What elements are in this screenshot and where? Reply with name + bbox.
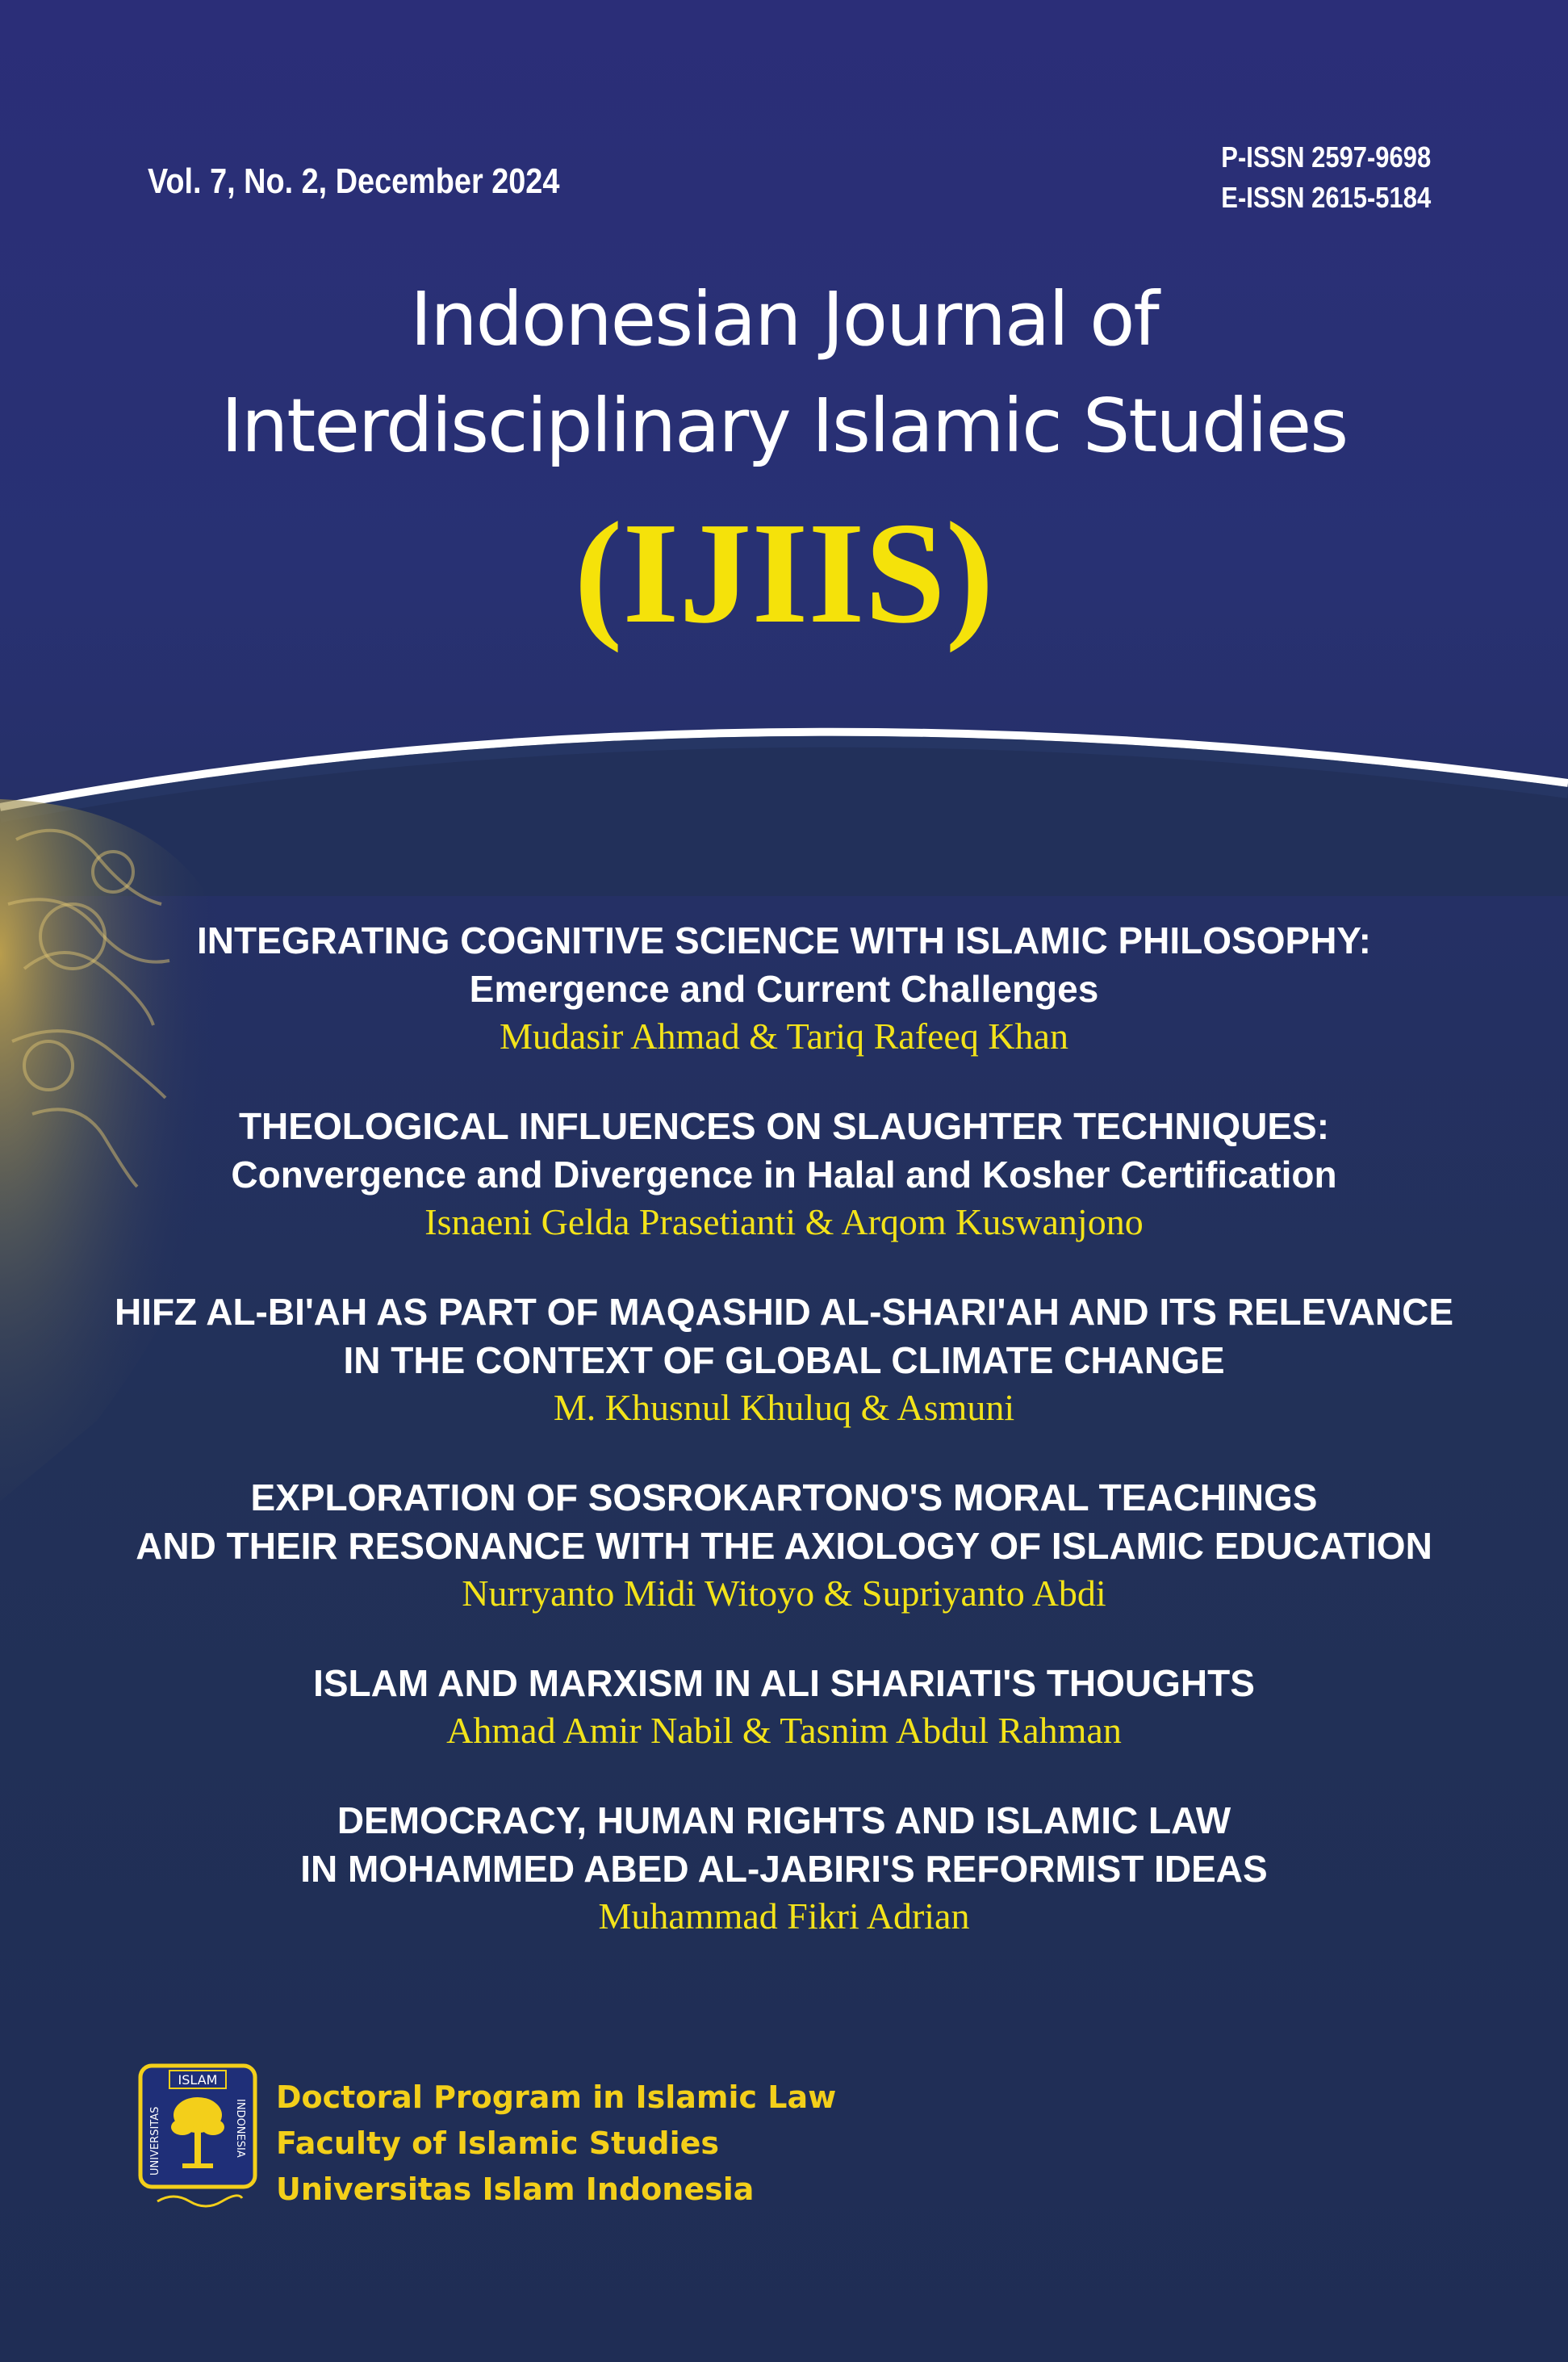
article-authors: Mudasir Ahmad & Tariq Rafeeq Khan <box>500 1016 1068 1057</box>
logo-text-left: UNIVERSITAS <box>149 2106 161 2176</box>
article-title: IN THE CONTEXT OF GLOBAL CLIMATE CHANGE <box>343 1339 1225 1381</box>
journal-title-line2: Interdisciplinary Islamic Studies <box>220 383 1348 469</box>
article-title: Emergence and Current Challenges <box>469 968 1099 1010</box>
article-title: Convergence and Divergence in Halal and Kosher Certification <box>231 1154 1337 1196</box>
issn-block <box>1221 137 1431 218</box>
logo-text-top: ISLAM <box>178 2072 218 2088</box>
article-item <box>0 1796 1568 1940</box>
journal-title <box>0 266 1568 480</box>
article-authors: Isnaeni Gelda Prasetianti & Arqom Kuswanjono <box>424 1201 1144 1242</box>
article-item <box>0 1102 1568 1246</box>
university-logo <box>137 2063 258 2216</box>
article-title: EXPLORATION OF SOSROKARTONO'S MORAL TEACHINGS <box>250 1476 1318 1518</box>
article-authors: Nurryanto Midi Witoyo & Supriyanto Abdi <box>462 1573 1106 1614</box>
article-title: IN MOHAMMED ABED AL-JABIRI'S REFORMIST IDEAS <box>300 1848 1268 1890</box>
article-title: THEOLOGICAL INFLUENCES ON SLAUGHTER TECHNIQUES: <box>238 1105 1330 1147</box>
article-title: DEMOCRACY, HUMAN RIGHTS AND ISLAMIC LAW <box>337 1799 1231 1841</box>
p-issn: P-ISSN 2597-9698 <box>1221 140 1431 174</box>
article-item <box>0 916 1568 1060</box>
volume-issue: Vol. 7, No. 2, December 2024 <box>148 161 560 201</box>
article-authors: Muhammad Fikri Adrian <box>598 1895 970 1937</box>
logo-text-right: INDONESIA <box>234 2099 246 2158</box>
article-title: ISLAM AND MARXISM IN ALI SHARIATI'S THOUGHTS <box>313 1662 1255 1704</box>
article-title: AND THEIR RESONANCE WITH THE AXIOLOGY OF ISLAMIC EDUCATION <box>136 1525 1432 1567</box>
article-item <box>0 1659 1568 1754</box>
article-item <box>0 1473 1568 1617</box>
journal-abbreviation: (IJIIS) <box>574 492 994 653</box>
article-list <box>0 916 1568 1940</box>
article-title: INTEGRATING COGNITIVE SCIENCE WITH ISLAMIC PHILOSOPHY: <box>197 919 1371 961</box>
article-authors: M. Khusnul Khuluq & Asmuni <box>553 1387 1015 1428</box>
article-title: HIFZ AL-BI'AH AS PART OF MAQASHID AL-SHARI'AH AND ITS RELEVANCE <box>114 1291 1454 1333</box>
institution-faculty: Faculty of Islamic Studies <box>276 2125 720 2161</box>
institution-program: Doctoral Program in Islamic Law <box>276 2079 837 2115</box>
article-authors: Ahmad Amir Nabil & Tasnim Abdul Rahman <box>446 1710 1122 1751</box>
institution-university: Universitas Islam Indonesia <box>276 2171 755 2207</box>
article-item <box>0 1288 1568 1431</box>
institution-block <box>276 2075 836 2213</box>
e-issn: E-ISSN 2615-5184 <box>1221 181 1431 214</box>
journal-title-line1: Indonesian Journal of <box>410 276 1158 362</box>
